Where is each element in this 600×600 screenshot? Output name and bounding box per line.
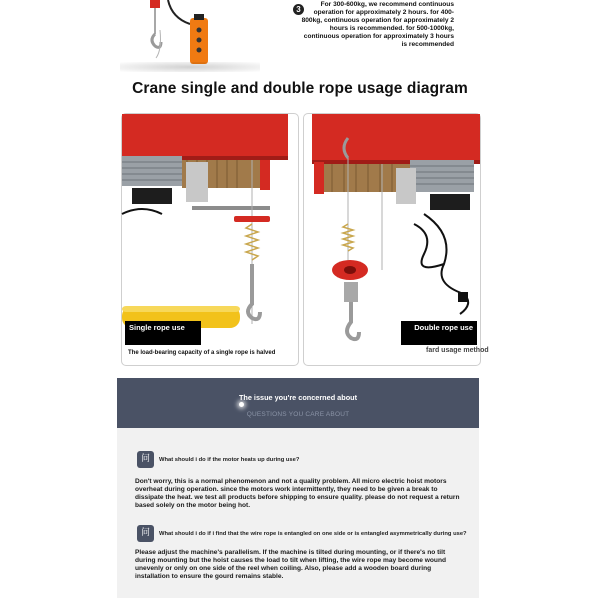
banner-subtitle: QUESTIONS YOU CARE ABOUT xyxy=(246,411,350,418)
duty-cycle-recommendation: For 300-600kg, we recommend continuous operation for approximately 2 hours. for 400-800kg, continuous operation for approximately 2 hours is recommended. for 500-1000kg, continuous operation for approximately 3 hours is recommended xyxy=(301,1,454,48)
faq-banner xyxy=(117,378,479,428)
single-rope-caption: The load-bearing capacity of a single rope is halved xyxy=(128,350,276,356)
banner-title: The issue you're concerned about xyxy=(238,393,358,402)
faq-question-1: What should i do if the motor heats up during use? xyxy=(159,457,300,463)
question-icon: 问 xyxy=(137,451,154,468)
faq-answer-2: Please adjust the machine's parallelism. If the machine is tilted during mounting, or if there's no tilt during mounting but the hoist causes the load to tilt when lifting, the wire rope may become wound unevenly or only on one side of the reel when coiling. Also, please add a wooden board during installation to ensure the gourd remains stable. xyxy=(135,549,447,580)
faq-answer-1: Don't worry, this is a normal phenomenon and not a quality problem. All micro electric hoist motors overheat during operation. since the motors work intermittently, they need to be given a break to dissipate the heat. we test all products before shipping to ensure quality. please do not request a return based solely on the motor being hot. xyxy=(135,478,460,509)
step-number-badge: 3 xyxy=(293,4,304,15)
glow-dot-icon xyxy=(239,402,244,407)
hoist-pendant-photo xyxy=(138,0,228,70)
single-rope-label: Single rope use xyxy=(125,321,201,345)
double-rope-card xyxy=(303,113,489,366)
faq-question-2: What should i do if i find that the wire rope is entangled on one side or is entangled asymmetrically during use? xyxy=(159,531,467,537)
faq-panel xyxy=(117,428,479,598)
question-icon: 问 xyxy=(137,525,154,542)
diagram-title: Crane single and double rope usage diagram xyxy=(132,80,468,97)
double-rope-label: Double rope use xyxy=(401,321,477,345)
product-strip xyxy=(0,0,600,78)
double-rope-caption: fard usage method xyxy=(426,347,489,354)
single-rope-card xyxy=(121,113,299,366)
photo-shadow xyxy=(120,62,260,72)
